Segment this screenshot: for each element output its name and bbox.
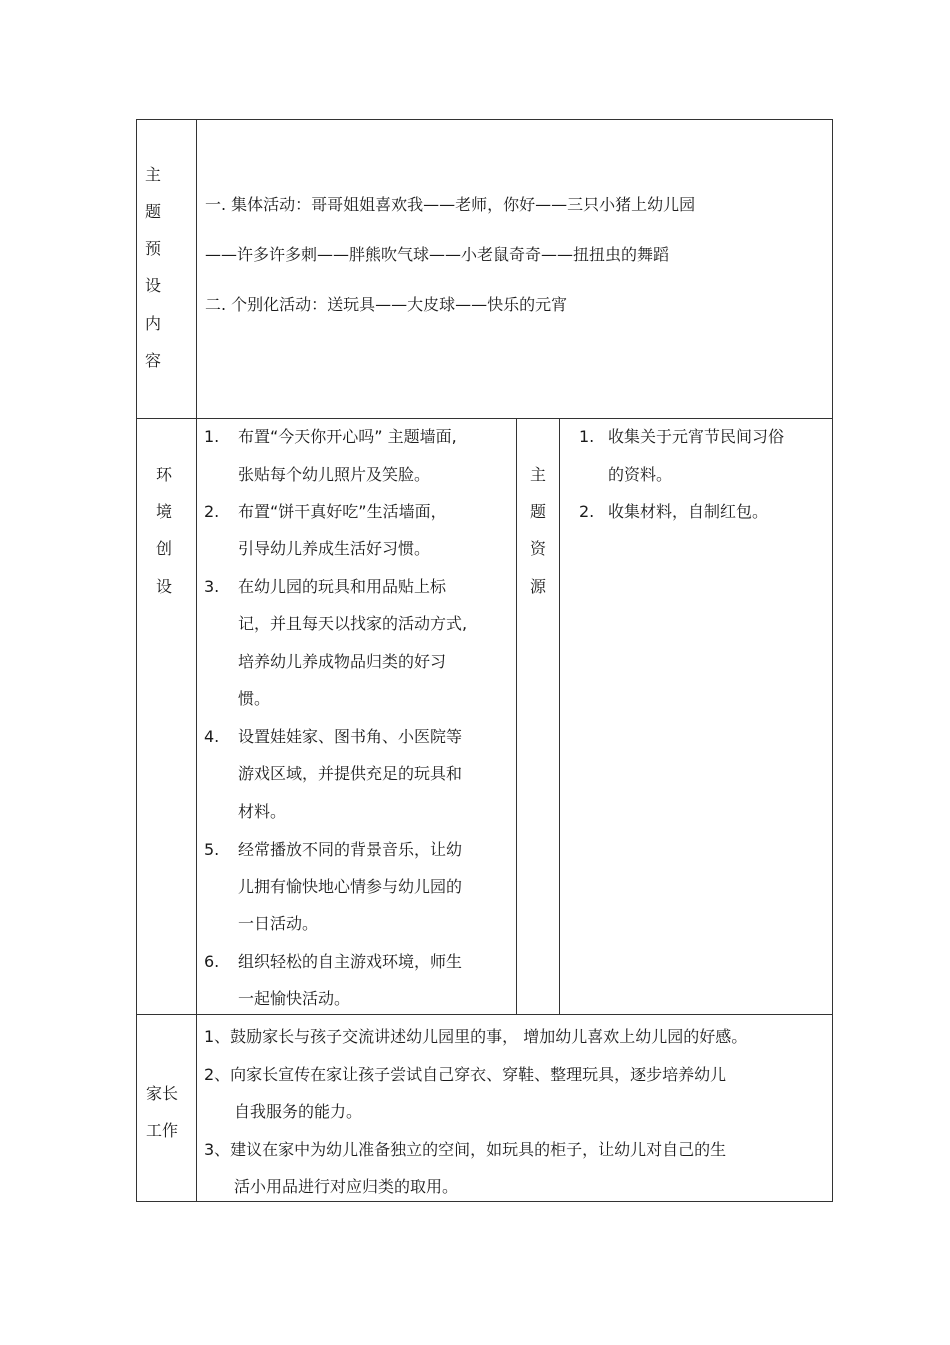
- theme-line: 一. 集体活动：哥哥姐姐喜欢我——老师，你好——三只小猪上幼儿园: [205, 195, 696, 214]
- env-item-line: 张贴每个幼儿照片及笑脸。: [238, 465, 431, 484]
- theme-header-char: 容: [144, 351, 161, 370]
- env-item-number: 2.: [204, 502, 220, 521]
- env-item-line: 引导幼儿养成生活好习惯。: [238, 539, 431, 558]
- col-divider-resource-content: [559, 418, 560, 1014]
- resource-header-char: 主: [529, 465, 546, 484]
- env-header-char: 境: [155, 502, 172, 521]
- env-item-number: 5.: [204, 840, 220, 859]
- col-divider-header: [196, 119, 197, 1202]
- env-item-line: 在幼儿园的玩具和用品贴上标: [238, 577, 447, 596]
- env-item-line: 儿拥有愉快地心情参与幼儿园的: [238, 877, 463, 896]
- env-item-line: 经常播放不同的背景音乐，让幼: [238, 840, 463, 859]
- env-item-line: 惯。: [238, 689, 271, 708]
- resource-header-char: 源: [529, 577, 546, 596]
- parent-item-line: 活小用品进行对应归类的取用。: [234, 1177, 459, 1196]
- env-item-number: 4.: [204, 727, 220, 746]
- resource-item-line: 收集关于元宵节民间习俗: [608, 427, 785, 446]
- env-item-line: 培养幼儿养成物品归类的好习: [238, 652, 447, 671]
- env-item-number: 1.: [204, 427, 220, 446]
- parent-item-line: 2、向家长宣传在家让孩子尝试自己穿衣、穿鞋、整理玩具，逐步培养幼儿: [204, 1065, 727, 1084]
- parent-header-line: 工作: [146, 1121, 179, 1140]
- env-item-number: 6.: [204, 952, 220, 971]
- theme-header-char: 题: [144, 202, 161, 221]
- env-header-char: 创: [155, 539, 172, 558]
- resource-header-char: 题: [529, 502, 546, 521]
- env-header-char: 设: [155, 577, 172, 596]
- resource-item-number: 1.: [579, 427, 595, 446]
- parent-item-line: 3、建议在家中为幼儿准备独立的空间，如玩具的柜子，让幼儿对自己的生: [204, 1140, 727, 1159]
- resource-header-char: 资: [529, 539, 546, 558]
- env-item-line: 布置“今天你开心吗” 主题墙面,: [238, 427, 457, 446]
- parent-item-line: 1、鼓励家长与孩子交流讲述幼儿园里的事， 增加幼儿喜欢上幼儿园的好感。: [204, 1027, 748, 1046]
- row-divider-theme-env: [136, 418, 833, 419]
- env-item-line: 一起愉快活动。: [238, 989, 351, 1008]
- env-item-line: 游戏区域，并提供充足的玩具和: [238, 764, 463, 783]
- row-divider-env-parent: [136, 1014, 833, 1015]
- env-item-line: 设置娃娃家、图书角、小医院等: [238, 727, 463, 746]
- env-item-line: 布置“饼干真好吃”生活墙面，: [238, 502, 447, 521]
- env-item-line: 组织轻松的自主游戏环境，师生: [238, 952, 463, 971]
- resource-item-line: 收集材料，自制红包。: [608, 502, 769, 521]
- env-item-line: 记，并且每天以找家的活动方式,: [238, 614, 468, 633]
- resource-item-number: 2.: [579, 502, 595, 521]
- theme-line: ——许多许多刺——胖熊吹气球——小老鼠奇奇——扭扭虫的舞蹈: [205, 245, 670, 264]
- env-item-line: 一日活动。: [238, 914, 319, 933]
- theme-header-char: 预: [144, 239, 161, 258]
- env-item-line: 材料。: [238, 802, 287, 821]
- theme-header-char: 内: [144, 314, 161, 333]
- theme-line: 二. 个别化活动：送玩具——大皮球——快乐的元宵: [205, 295, 568, 314]
- col-divider-env-resource: [516, 418, 517, 1014]
- resource-item-line: 的资料。: [608, 465, 673, 484]
- env-header-char: 环: [155, 465, 172, 484]
- theme-header-char: 主: [144, 165, 161, 184]
- parent-item-line: 自我服务的能力。: [234, 1102, 363, 1121]
- parent-header-line: 家长: [146, 1084, 179, 1103]
- theme-header-char: 设: [144, 276, 161, 295]
- env-item-number: 3.: [204, 577, 220, 596]
